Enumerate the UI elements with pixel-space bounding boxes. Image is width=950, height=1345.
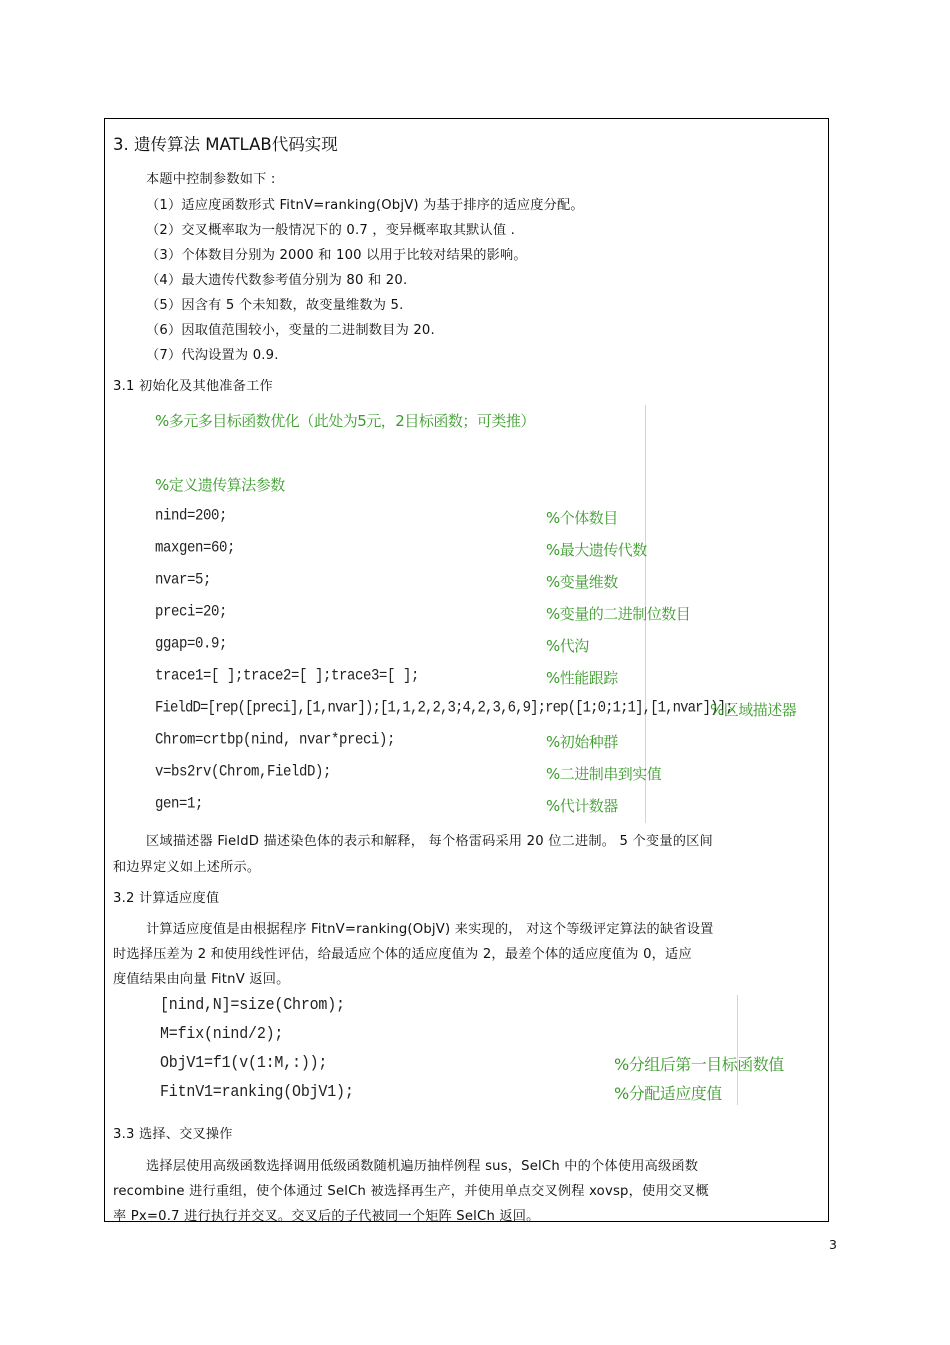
code-line: nind=200;: [155, 507, 228, 525]
intro-text: 本题中控制参数如下 :: [146, 172, 276, 187]
code-line: [nind,N]=size(Chrom);: [160, 996, 345, 1015]
param-item: （2）交叉概率取为一般情况下的 0.7 ，变异概率取其默认值 .: [146, 223, 516, 238]
paragraph-line: 计算适应度值是由根据程序 FitnV=ranking(ObjV) 来实现的， 对这个等级评定算法的缺省设置: [146, 922, 714, 937]
paragraph-line: recombine 进行重组，使个体通过 SelCh 被选择再生产，并使用单点交叉例程 xovsp，使用交叉概: [113, 1184, 709, 1199]
code-comment: %变量的二进制位数目: [546, 605, 691, 623]
param-item: （7）代沟设置为 0.9.: [146, 348, 279, 363]
paragraph-line: 和边界定义如上述所示。: [113, 860, 261, 875]
code-line: ObjV1=f1(v(1:M,:));: [160, 1054, 328, 1073]
section-title: 3. 遗传算法 MATLAB代码实现: [113, 135, 338, 154]
code-comment: %多元多目标函数优化（此处为5元，2目标函数；可类推）: [155, 412, 535, 430]
code-comment: %分组后第一目标函数值: [614, 1055, 784, 1074]
code-comment: %区域描述器: [710, 701, 797, 719]
code-line: nvar=5;: [155, 571, 212, 589]
code-comment: %变量维数: [546, 573, 618, 591]
param-item: （4）最大遗传代数参考值分别为 80 和 20.: [146, 273, 408, 288]
paragraph-line: 时选择压差为 2 和使用线性评估，给最适应个体的适应度值为 2，最差个体的适应度值为 0，适应: [113, 947, 692, 962]
paragraph-line: 选择层使用高级函数选择调用低级函数随机遍历抽样例程 sus，SelCh 中的个体使用高级函数: [146, 1159, 699, 1174]
code-line: trace1=[ ];trace2=[ ];trace3=[ ];: [155, 667, 420, 685]
param-item: （6）因取值范围较小，变量的二进制数目为 20.: [146, 323, 435, 338]
code-line: Chrom=crtbp(nind, nvar*preci);: [155, 731, 396, 749]
paragraph-line: 率 Px=0.7 进行执行并交叉。交叉后的子代被同一个矩阵 SelCh 返回。: [113, 1209, 540, 1224]
subsection-title: 3.1 初始化及其他准备工作: [113, 379, 273, 394]
code-line: M=fix(nind/2);: [160, 1025, 284, 1044]
param-item: （1）适应度函数形式 FitnV=ranking(ObjV) 为基于排序的适应度分配。: [146, 198, 584, 213]
code-comment: %定义遗传算法参数: [155, 476, 285, 494]
code-line: v=bs2rv(Chrom,FieldD);: [155, 763, 332, 781]
code-divider: [737, 995, 738, 1105]
subsection-title: 3.3 选择、交叉操作: [113, 1127, 233, 1142]
subsection-title: 3.2 计算适应度值: [113, 891, 220, 906]
code-comment: %性能跟踪: [546, 669, 618, 687]
code-comment: %代沟: [546, 637, 589, 655]
param-item: （3）个体数目分别为 2000 和 100 以用于比较对结果的影响。: [146, 248, 527, 263]
code-comment: %分配适应度值: [614, 1084, 722, 1103]
page-number: 3: [829, 1237, 837, 1252]
code-line: FieldD=[rep([preci],[1,nvar]);[1,1,2,2,3;4,2,3,6,9];rep([1;0;1;1],[1,nvar])];: [155, 699, 733, 717]
code-comment: %二进制串到实值: [546, 765, 662, 783]
code-comment: %初始种群: [546, 733, 618, 751]
code-line: ggap=0.9;: [155, 635, 228, 653]
paragraph-line: 度值结果由向量 FitnV 返回。: [113, 972, 290, 987]
code-line: FitnV1=ranking(ObjV1);: [160, 1083, 354, 1102]
code-line: maxgen=60;: [155, 539, 236, 557]
code-comment: %个体数目: [546, 509, 618, 527]
code-line: preci=20;: [155, 603, 228, 621]
code-line: gen=1;: [155, 795, 204, 813]
paragraph-line: 区域描述器 FieldD 描述染色体的表示和解释， 每个格雷码采用 20 位二进制。 5 个变量的区间: [146, 834, 713, 849]
param-item: （5）因含有 5 个未知数，故变量维数为 5.: [146, 298, 404, 313]
code-comment: %代计数器: [546, 797, 618, 815]
code-comment: %最大遗传代数: [546, 541, 647, 559]
